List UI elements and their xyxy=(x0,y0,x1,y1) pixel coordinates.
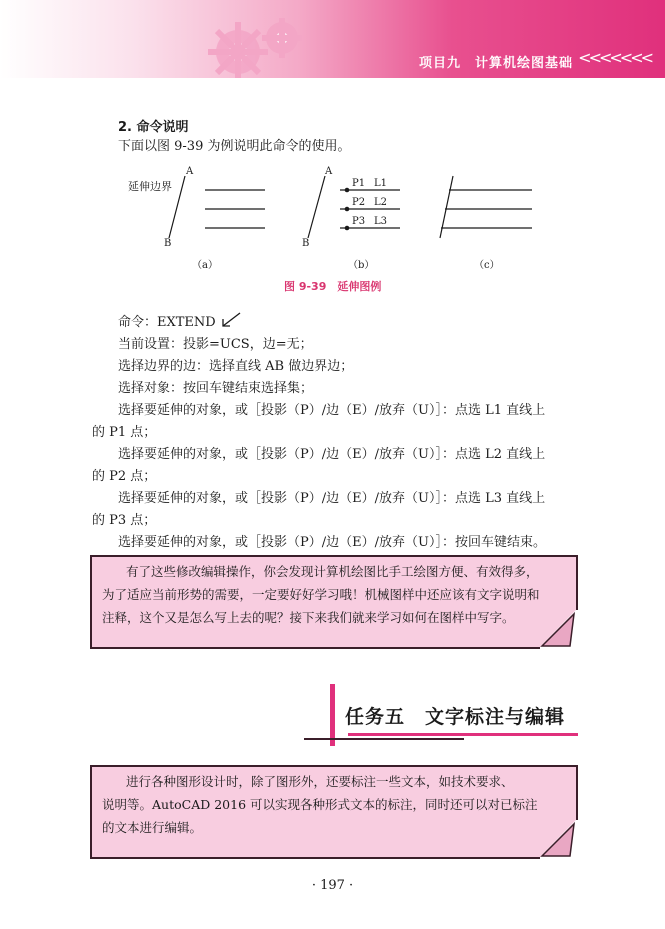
note-2-text: 进行各种图形设计时，除了图形外，还要标注一些文本，如技术要求、 说明等。AutoCAD 2016 可以实现各种形式文本的标注，同时还可以对已标注 的文本进行编辑。 xyxy=(102,774,538,835)
point-p2 xyxy=(345,207,350,212)
label-b-b: B xyxy=(302,238,310,249)
step-select-edge: 选择边界的边：选择直线 AB 做边界边； xyxy=(118,359,354,374)
page-number: · 197 · xyxy=(311,878,354,893)
step-current: 当前设置：投影=UCS，边=无； xyxy=(118,337,313,352)
label-p1: P1 xyxy=(352,178,366,189)
subcaption-a: （a） xyxy=(192,260,218,271)
boundary-label: 延伸边界 xyxy=(128,180,172,193)
task-underline-dark xyxy=(304,738,464,740)
chapter-title: 项目九 计算机绘图基础 xyxy=(418,56,573,71)
chevron-decoration: <<<<<<< xyxy=(578,48,651,67)
step-command: 命令：EXTEND xyxy=(118,312,242,334)
label-p3: P3 xyxy=(352,216,366,227)
figure-caption: 图 9-39 延伸图例 xyxy=(284,280,382,293)
point-p1 xyxy=(345,188,350,193)
intro-paragraph: 下面以图 9-39 为例说明此命令的使用。 xyxy=(118,139,351,154)
boundary-line-b xyxy=(308,176,325,238)
subcaption-c: （c） xyxy=(474,260,500,271)
boundary-line-c xyxy=(440,176,453,238)
label-a-b: A xyxy=(325,166,333,177)
step-select-objects: 选择对象：按回车键结束选择集； xyxy=(118,381,314,396)
enter-arrow-icon xyxy=(220,312,242,328)
label-p2: P2 xyxy=(352,197,366,208)
step-1-line2: 的 P1 点； xyxy=(92,425,157,440)
task-bar-vertical xyxy=(330,684,335,746)
step-2-line2: 的 P2 点； xyxy=(92,469,157,484)
task-underline-pink xyxy=(348,733,578,736)
subcaption-b: （b） xyxy=(348,260,375,271)
step-1-line1: 选择要延伸的对象，或［投影（P）/边（E）/放弃（U）］：点选 L1 直线上 xyxy=(118,403,546,418)
point-p3 xyxy=(345,226,350,231)
note-1-text: 有了这些修改编辑操作，你会发现计算机绘图比手工绘图方便、有效得多， 为了适应当前形势的需要，一定要好好学习哦！机械图样中还应该有文字说明和 注释，这个又是怎么写上去的呢？接下来我们就来学习如何在图样中写字。 xyxy=(102,564,540,625)
label-l2: L2 xyxy=(374,197,388,208)
label-b-a: B xyxy=(164,238,172,249)
step-3-line1: 选择要延伸的对象，或［投影（P）/边（E）/放弃（U）］：点选 L3 直线上 xyxy=(118,491,546,506)
label-a-a: A xyxy=(186,166,194,177)
step-3-line2: 的 P3 点； xyxy=(92,513,157,528)
task-title: 任务五 文字标注与编辑 xyxy=(345,706,566,728)
label-l1: L1 xyxy=(374,178,388,189)
label-l3: L3 xyxy=(374,216,388,227)
step-2-line1: 选择要延伸的对象，或［投影（P）/边（E）/放弃（U）］：点选 L2 直线上 xyxy=(118,447,546,462)
section-heading: 2. 命令说明 xyxy=(118,120,189,135)
gear-icon xyxy=(190,8,320,78)
step-4: 选择要延伸的对象，或［投影（P）/边（E）/放弃（U）］：按回车键结束。 xyxy=(118,535,546,550)
